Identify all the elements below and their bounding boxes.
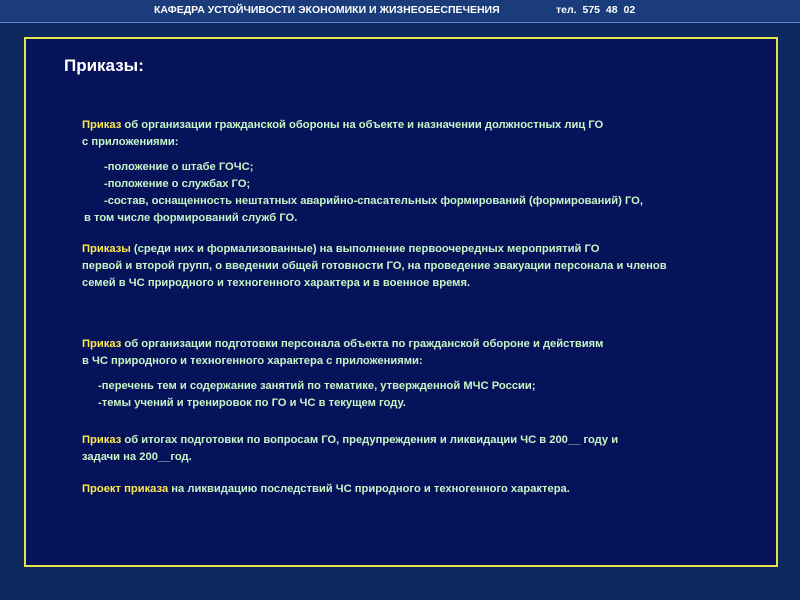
order-1-item-4: в том числе формирований служб ГО. — [84, 212, 298, 224]
phone-number: тел. 575 48 02 — [556, 4, 636, 16]
order-3-item-1: -перечень тем и содержание занятий по тематике, утвержденной МЧС России; — [98, 380, 536, 392]
order-1-line-1 — [82, 117, 643, 134]
order-1-text: об организации гражданской обороны на объекте и назначении должностных лиц ГО — [121, 119, 604, 131]
order-5-line-1 — [82, 481, 570, 498]
order-4-text: об итогах подготовки по вопросам ГО, предупреждения и ликвидации ЧС в 200__ году и — [121, 434, 619, 446]
order-1-keyword: Приказ — [82, 119, 122, 131]
order-2-text: (среди них и формализованные) на выполнение первоочередных мероприятий ГО — [130, 243, 600, 255]
spacer — [82, 370, 603, 378]
header-bar — [0, 0, 800, 23]
order-3-item-2: -темы учений и тренировок по ГО и ЧС в текущем году. — [98, 397, 406, 409]
order-3-text: об организации подготовки персонала объекта по гражданской обороне и действиям — [121, 338, 604, 350]
order-2-line-3: семей в ЧС природного и техногенного характера и в военное время. — [82, 277, 471, 289]
page-title: Приказы: — [64, 56, 144, 75]
order-3 — [82, 336, 603, 412]
order-4-line-1 — [82, 432, 618, 449]
order-2 — [82, 241, 667, 292]
order-1 — [82, 117, 643, 227]
order-4-line-2: задачи на 200__год. — [82, 451, 192, 463]
order-1-item-3: -состав, оснащенность нештатных аварийно-спасательных формирований (формирований) ГО, — [104, 195, 643, 207]
order-2-line-1 — [82, 241, 667, 258]
order-2-keyword: Приказы — [82, 243, 131, 255]
order-3-line-1 — [82, 336, 603, 353]
order-1-line-2: с приложениями: — [82, 136, 179, 148]
order-1-item-1: -положение о штабе ГОЧС; — [104, 161, 254, 173]
order-5 — [82, 481, 570, 498]
order-5-text: на ликвидацию последствий ЧС природного и техногенного характера. — [168, 483, 570, 495]
order-3-keyword: Приказ — [82, 338, 122, 350]
order-3-line-2: в ЧС природного и техногенного характера с приложениями: — [82, 355, 423, 367]
order-1-item-2: -положение о службах ГО; — [104, 178, 251, 190]
order-5-keyword: Проект приказа — [82, 483, 169, 495]
order-4-keyword: Приказ — [82, 434, 122, 446]
order-2-line-2: первой и второй групп, о введении общей готовности ГО, на проведение эвакуации персонала и членов — [82, 260, 667, 272]
spacer — [82, 151, 643, 159]
department-name: КАФЕДРА УСТОЙЧИВОСТИ ЭКОНОМИКИ И ЖИЗНЕОБЕСПЕЧЕНИЯ — [154, 4, 500, 16]
order-4 — [82, 432, 618, 466]
